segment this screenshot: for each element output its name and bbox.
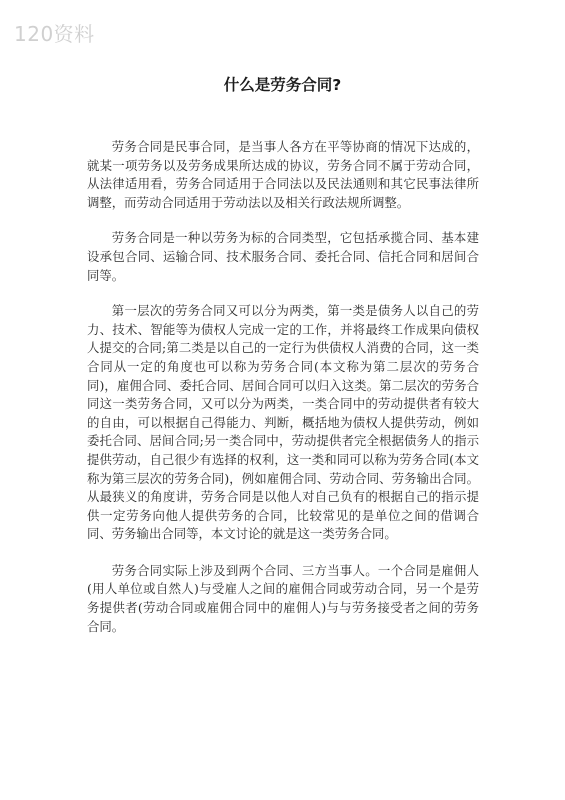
page-title: 什么是劳务合同? bbox=[223, 76, 342, 94]
paragraph-2: 劳务合同是一种以劳务为标的合同类型，它包括承揽合同、基本建设承包合同、运输合同、技术服务合同、委托合同、信托合同和居间合同等。 bbox=[87, 230, 479, 283]
paragraph-4: 劳务合同实际上涉及到两个合同、三方当事人。一个合同是雇佣人(用人单位或自然人)与受雇人之间的雇佣合同或劳动合同，另一个是劳务提供者(劳动合同或雇佣合同中的雇佣人)与与劳务接受者之间的劳务合同。 bbox=[87, 562, 479, 634]
paragraph-1: 劳务合同是民事合同，是当事人各方在平等协商的情况下达成的，就某一项劳务以及劳务成果所达成的协议，劳务合同不属于劳动合同，从法律适用看，劳务合同适用于合同法以及民法通则和其它民事法律所调整，而劳动合同适用于劳动法以及相关行政法规所调整。 bbox=[87, 139, 479, 210]
document-body bbox=[87, 138, 479, 653]
paragraph-3: 第一层次的劳务合同又可以分为两类，第一类是债务人以自己的劳力、技术、智能等为债权人完成一定的工作，并将最终工作成果向债权人提交的合同;第二类是以自己的一定行为供债权人消费的合同，这一类合同从一定的角度也可以称为劳务合同(本文称为第二层次的劳务合同)，雇佣合同、委托合同、居间合同可以归入这类。第二层次的劳务合同这一类劳务合同，又可以分为两类，一类合同中的劳动提供者有较大的自由，可以根据自己得能力、判断，概括地为债权人提供劳动，例如委托合同、居间合同;另一类合同中，劳动提供者完全根据债务人的指示提供劳动，自己很少有选择的权利，这一类和同可以称为劳务合同(本文称为第三层次的劳务合同)，例如雇佣合同、劳动合同、劳务输出合同。从最狭义的角度讲，劳务合同是以他人对自己负有的根据自己的指示提供一定劳务向他人提供劳务的合同，比较常见的是单位之间的借调合同、劳务输出合同等，本文讨论的就是这一类劳务合同。 bbox=[87, 303, 479, 542]
watermark-logo: 120资料 bbox=[14, 22, 95, 46]
